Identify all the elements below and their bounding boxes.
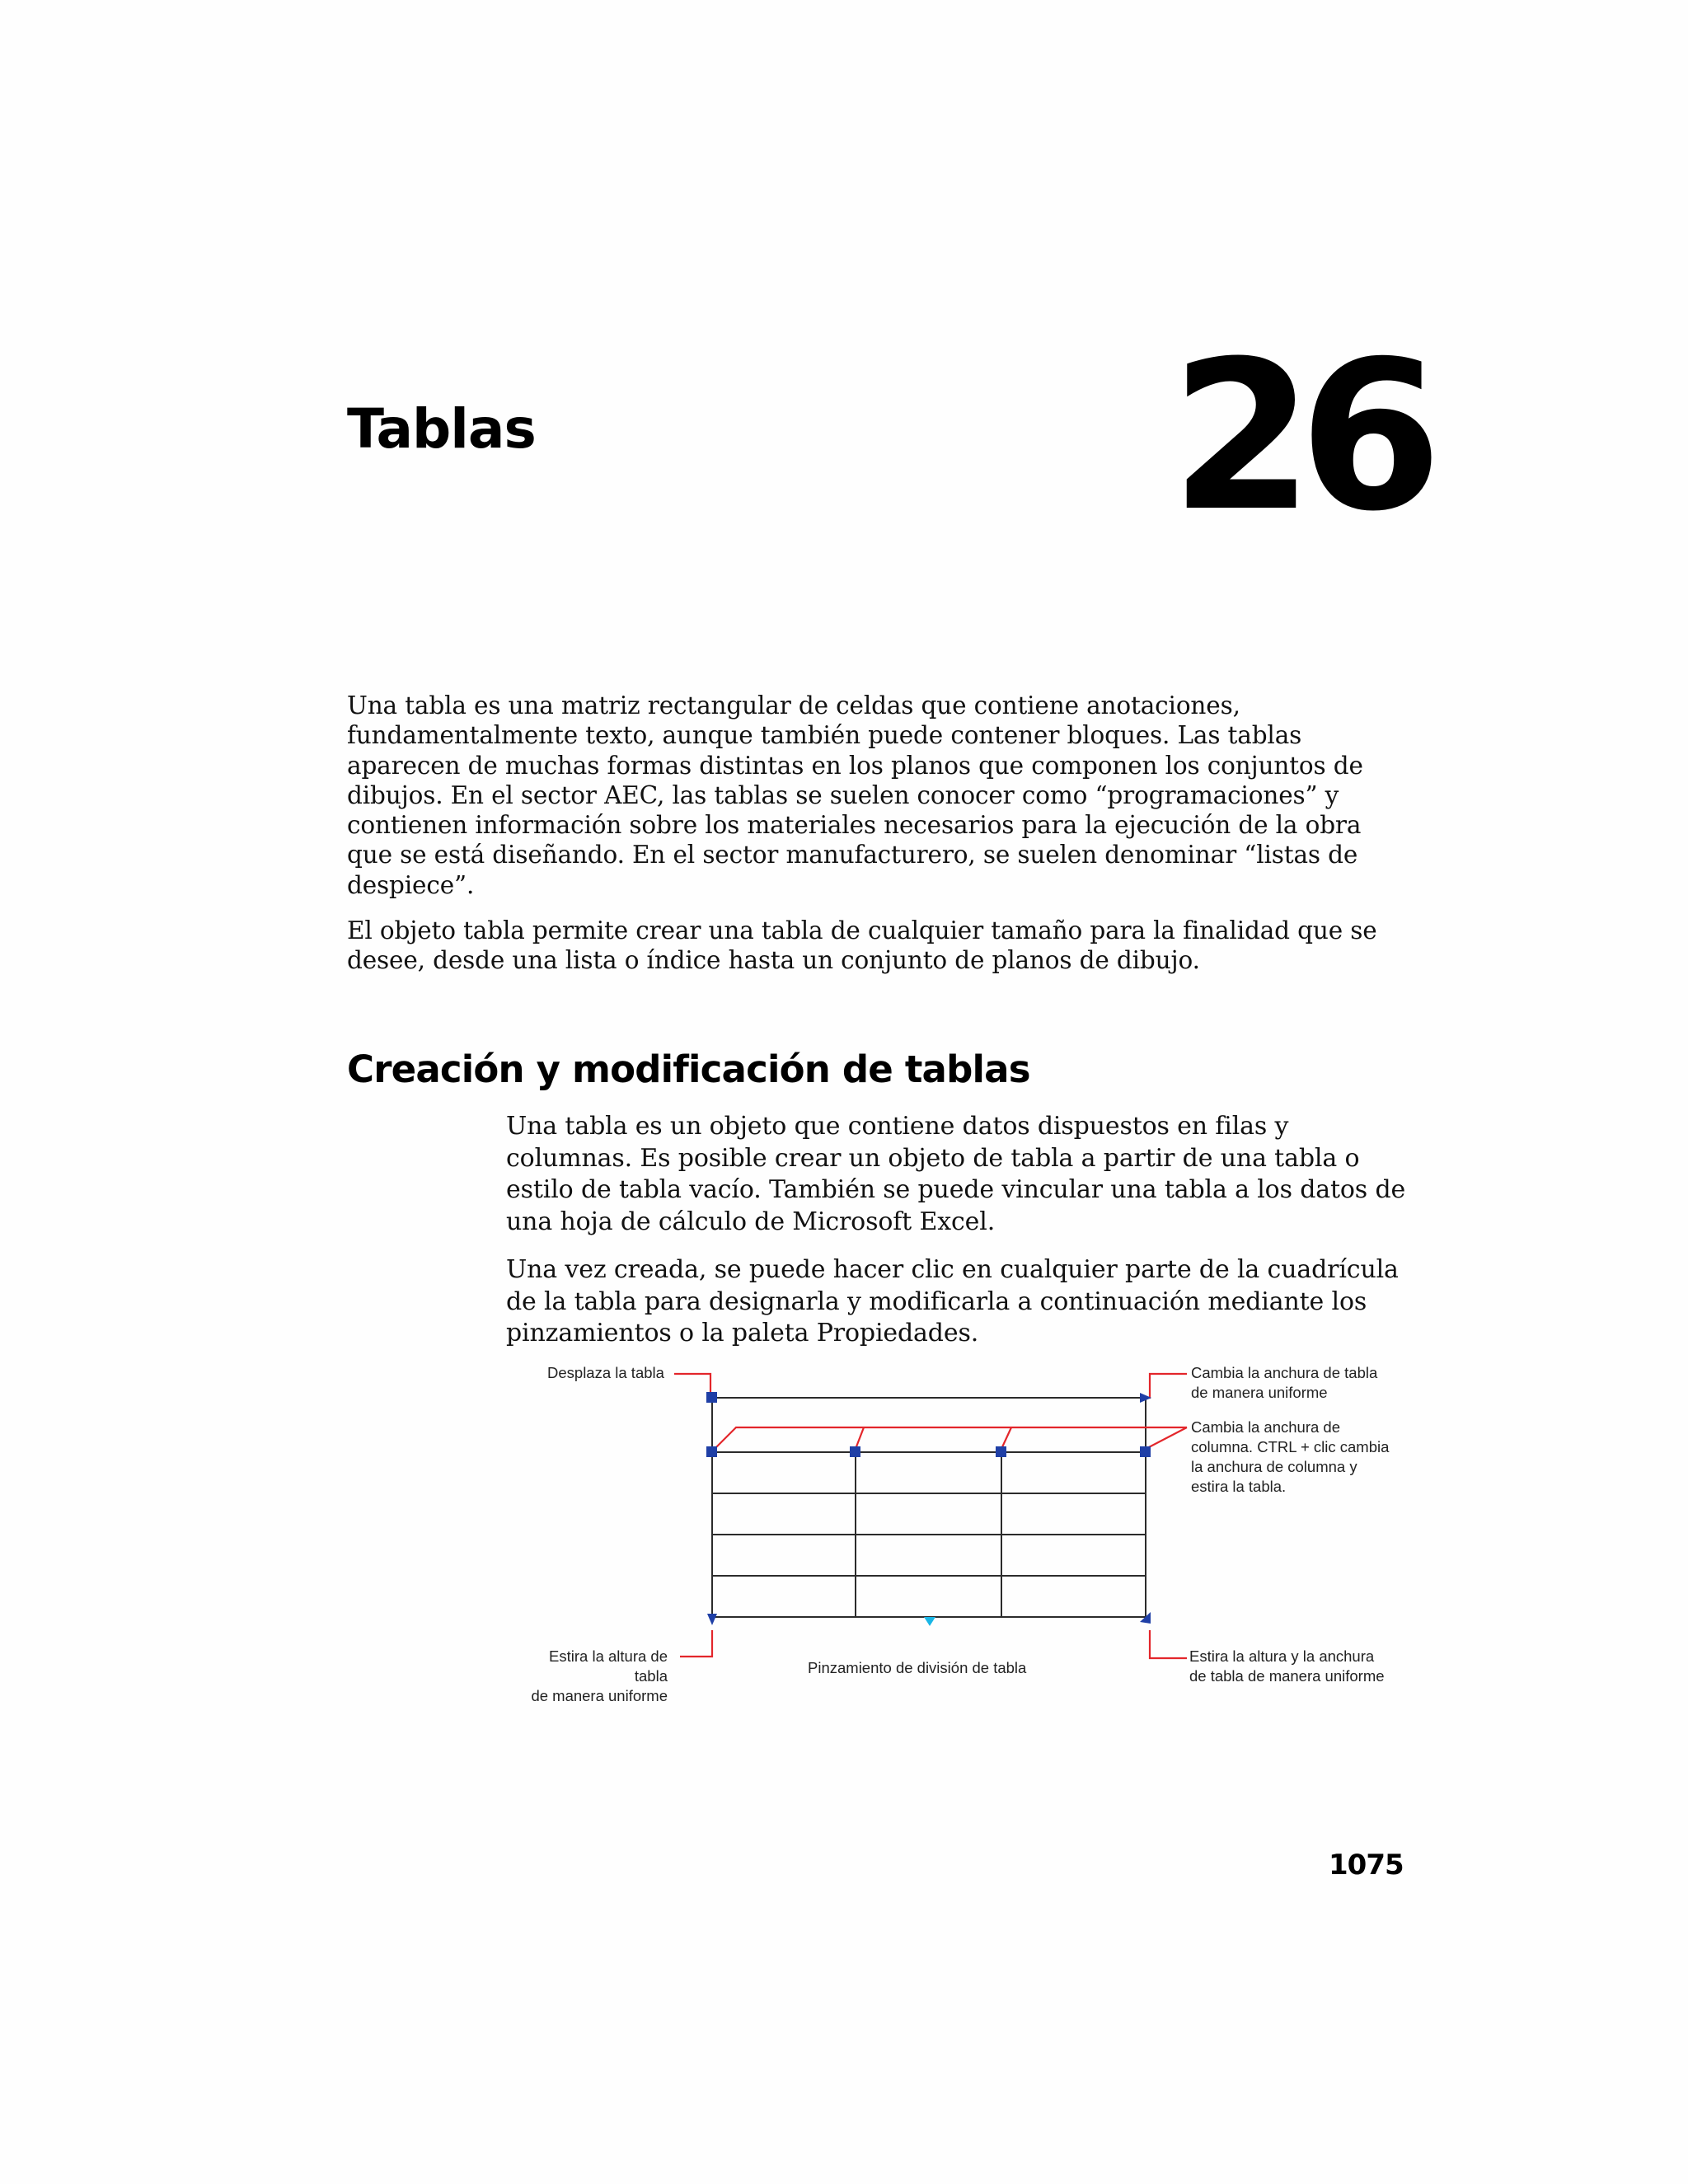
- callout-break-grip: Pinzamiento de división de tabla: [808, 1659, 1027, 1676]
- callout-table-width: Cambia la anchura de tabla de manera uniforme: [1191, 1364, 1378, 1401]
- chapter-title: Tablas: [347, 397, 536, 461]
- intro-paragraph-2: El objeto tabla permite crear una tabla de cualquier tamaño para la finalidad que se desee, desde una lista o índice hasta un conjunto de planos de dibujo.: [347, 916, 1377, 975]
- leader-column-width-3: [1001, 1427, 1011, 1449]
- leader-table-width: [1146, 1374, 1187, 1398]
- column-grip[interactable]: [1140, 1446, 1151, 1457]
- section-paragraph-1: Una tabla es un objeto que contiene datos dispuestos en filas y columnas. Es posible crear un objeto de tabla a partir de una tabla o estilo de tabla vacío. También se puede vincular una tabla a los datos de una hoja de cálculo de Microsoft Excel.: [506, 1112, 1406, 1236]
- section-heading: Creación y modificación de tablas: [347, 1047, 1030, 1091]
- page-number: 1075: [1329, 1849, 1404, 1882]
- table-grid: [712, 1398, 1146, 1617]
- callout-move-table: Desplaza la tabla: [547, 1364, 664, 1381]
- section-body: [506, 1111, 1413, 1366]
- leader-column-width-2: [856, 1427, 864, 1449]
- move-table-grip[interactable]: [706, 1392, 717, 1403]
- column-grip[interactable]: [996, 1446, 1006, 1457]
- leader-table-height: [680, 1630, 712, 1657]
- callout-column-width: Cambia la anchura de columna. CTRL + clic cambia la anchura de columna y estira la tabla.: [1191, 1418, 1390, 1495]
- leader-column-width-4: [1146, 1427, 1187, 1449]
- leader-column-width: [715, 1427, 1187, 1449]
- leader-move-table: [674, 1374, 710, 1394]
- table-height-arrow-grip[interactable]: [707, 1614, 717, 1625]
- column-grip[interactable]: [850, 1446, 860, 1457]
- column-grip[interactable]: [706, 1446, 717, 1457]
- leader-height-and-width: [1150, 1630, 1187, 1658]
- section-paragraph-2: Una vez creada, se puede hacer clic en cualquier parte de la cuadrícula de la tabla para designarla y modificarla a continuación mediante los pinzamientos o la paleta Propiedades.: [506, 1255, 1399, 1347]
- chapter-number: 26: [1170, 316, 1428, 556]
- callout-height-and-width: Estira la altura y la anchura de tabla de manera uniforme: [1189, 1647, 1385, 1685]
- table-break-grip[interactable]: [924, 1617, 935, 1626]
- intro-text: [347, 691, 1410, 991]
- intro-paragraph-1: Una tabla es una matriz rectangular de celdas que contiene anotaciones, fundamentalmente texto, aunque también puede contener bloques. Las tablas aparecen de muchas formas distintas en los planos que componen los conjuntos de dibujos. En el sector AEC, las tablas se suelen conocer como “programaciones” y contienen información sobre los materiales necesarios para la ejecución de la obra que se está diseñando. En el sector manufacturero, se suelen denominar “listas de despiece”.: [347, 691, 1363, 899]
- table-grips-figure: [495, 1352, 1426, 1706]
- leader-lines: [674, 1374, 1187, 1658]
- callout-table-height: Estira la altura de tabla de manera uniforme: [531, 1647, 668, 1704]
